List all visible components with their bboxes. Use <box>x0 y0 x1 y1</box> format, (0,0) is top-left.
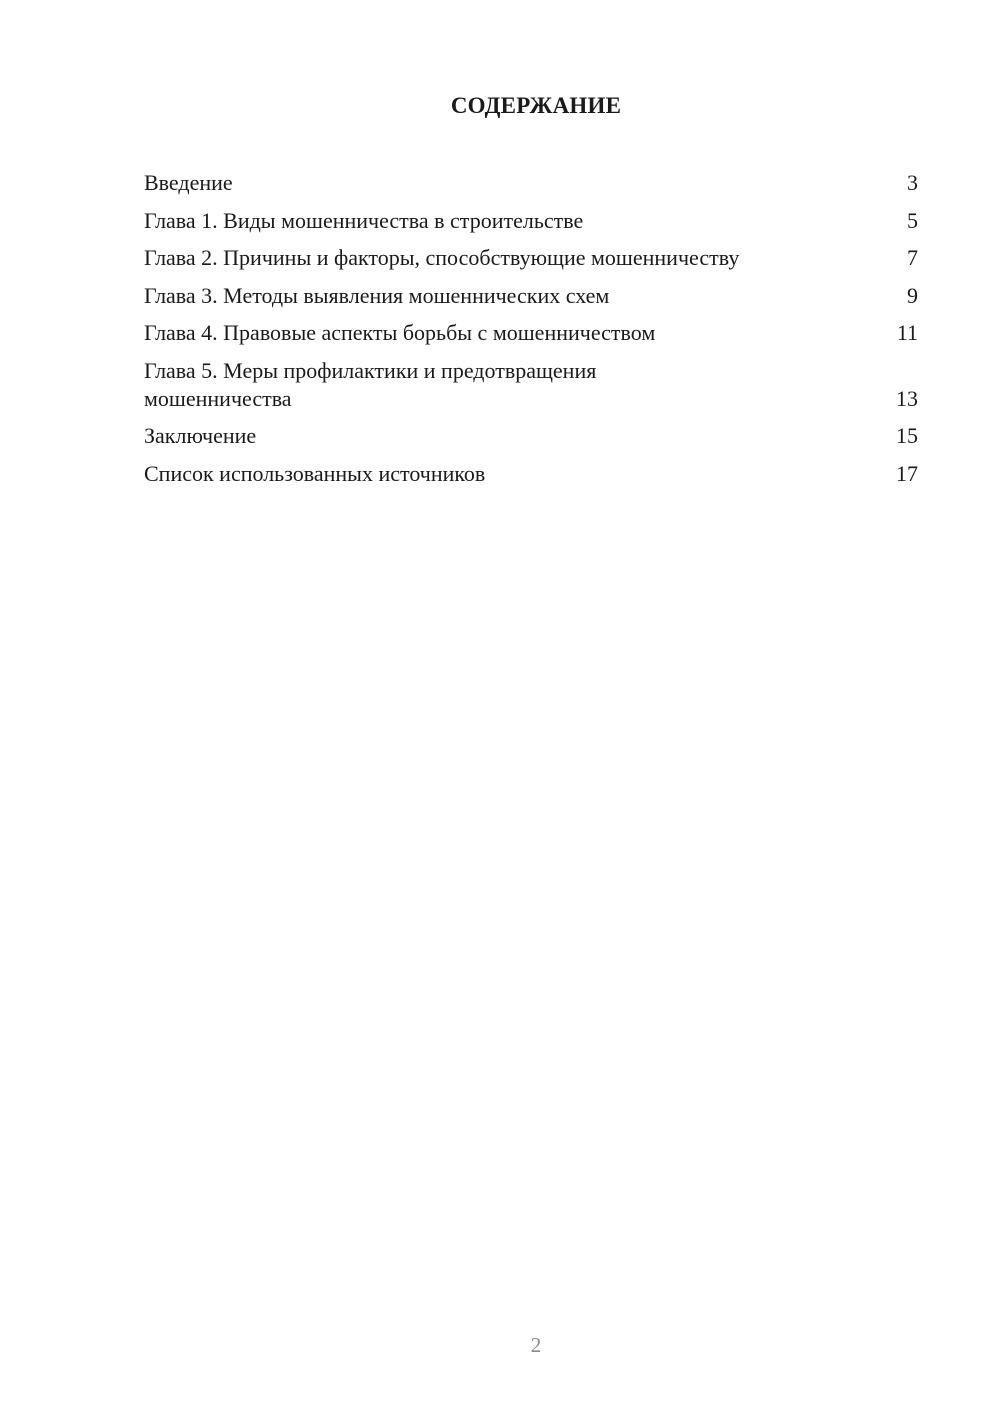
toc-entry-page: 5 <box>907 207 918 233</box>
toc-entry-page: 17 <box>896 460 918 486</box>
toc-entry-text: Глава 3. Методы выявления мошеннических схем <box>144 282 610 308</box>
toc-list <box>144 169 918 497</box>
toc-entry-chapter-3 <box>144 282 918 310</box>
page-number: 2 <box>530 1333 542 1357</box>
toc-entry-page: 7 <box>907 245 918 270</box>
toc-entry-text: Введение <box>144 170 233 195</box>
toc-entry-text: Глава 2. Причины и факторы, способствующие мошенничеству <box>144 245 740 270</box>
toc-entry-text: Глава 5. Меры профилактики и предотвращения мошенничества <box>144 357 597 411</box>
toc-entry-chapter-2 <box>144 244 918 272</box>
toc-entry-text: Глава 1. Виды мошенничества в строительстве <box>144 207 584 233</box>
toc-entry-text: Глава 4. Правовые аспекты борьбы с мошенничеством <box>144 320 656 345</box>
toc-entry-conclusion <box>144 422 918 450</box>
toc-entry-page: 9 <box>907 282 918 308</box>
toc-entry-page: 3 <box>907 170 918 195</box>
toc-entry-page: 11 <box>896 320 918 345</box>
toc-entry-page: 15 <box>896 423 918 448</box>
toc-entry-introduction <box>144 169 918 197</box>
toc-entry-chapter-5 <box>144 357 918 413</box>
toc-entry-chapter-4 <box>144 319 918 347</box>
toc-title: СОДЕРЖАНИЕ <box>450 93 622 118</box>
toc-entry-references <box>144 460 918 488</box>
toc-entry-text: Список использованных источников <box>144 460 486 486</box>
toc-entry-chapter-1 <box>144 207 918 235</box>
toc-entry-page: 13 <box>896 385 918 411</box>
toc-entry-text: Заключение <box>144 423 257 448</box>
